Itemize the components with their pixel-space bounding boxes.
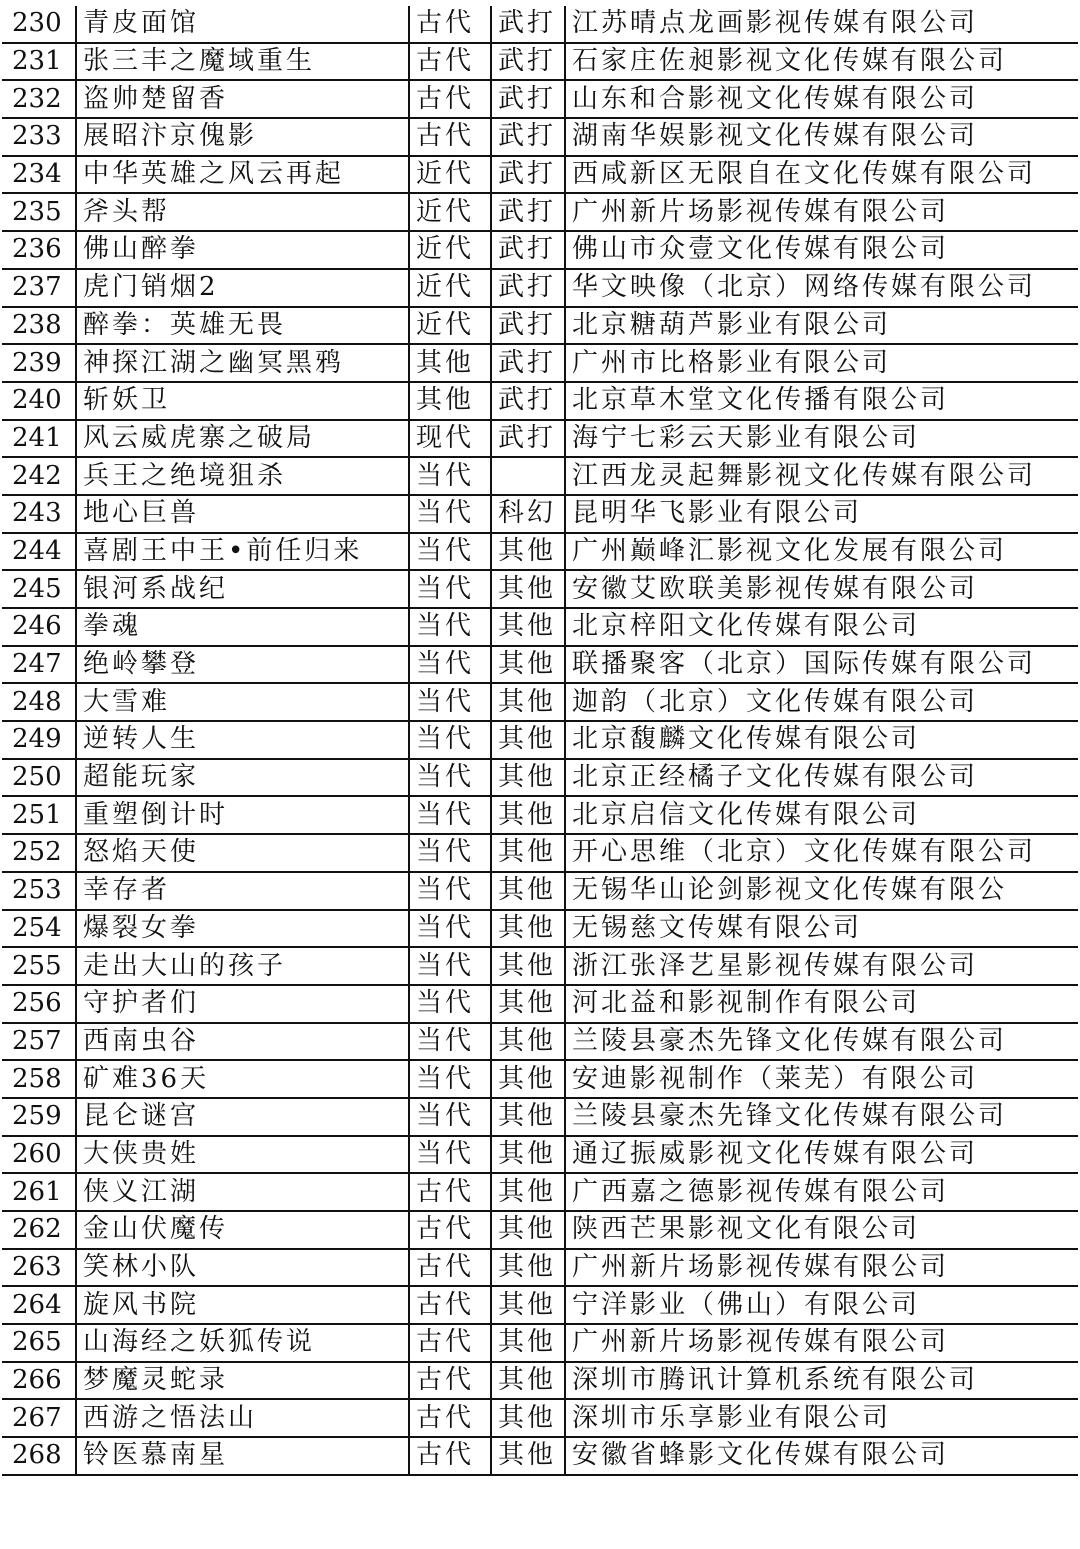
film-title: 神探江湖之幽冥黑鸦 <box>76 344 409 382</box>
film-title: 超能玩家 <box>76 759 409 797</box>
film-era: 当代 <box>409 608 491 646</box>
film-genre: 其他 <box>491 1437 565 1475</box>
film-title: 守护者们 <box>76 985 409 1023</box>
film-era: 当代 <box>409 910 491 948</box>
film-genre: 其他 <box>491 1324 565 1362</box>
film-list-table <box>2 6 1078 1476</box>
production-company: 北京馥麟文化传媒有限公司 <box>565 721 1078 759</box>
film-genre: 科幻 <box>491 495 565 533</box>
table-row <box>2 796 1078 834</box>
table-row <box>2 872 1078 910</box>
film-title: 拳魂 <box>76 608 409 646</box>
row-number: 235 <box>2 193 76 231</box>
table-row <box>2 344 1078 382</box>
film-title: 大侠贵姓 <box>76 1136 409 1174</box>
film-genre: 其他 <box>491 1098 565 1136</box>
film-genre: 其他 <box>491 1173 565 1211</box>
film-genre: 其他 <box>491 1211 565 1249</box>
film-genre: 其他 <box>491 533 565 571</box>
row-number: 247 <box>2 646 76 684</box>
film-genre: 武打 <box>491 307 565 345</box>
table-row <box>2 910 1078 948</box>
production-company: 西咸新区无限自在文化传媒有限公司 <box>565 156 1078 194</box>
film-genre: 武打 <box>491 6 565 43</box>
production-company: 湖南华娱影视文化传媒有限公司 <box>565 118 1078 156</box>
film-title: 西游之悟法山 <box>76 1399 409 1437</box>
production-company: 北京正经橘子文化传媒有限公司 <box>565 759 1078 797</box>
table-row <box>2 1399 1078 1437</box>
table-row <box>2 533 1078 571</box>
film-title: 金山伏魔传 <box>76 1211 409 1249</box>
production-company: 北京草木堂文化传播有限公司 <box>565 382 1078 420</box>
film-genre: 其他 <box>491 834 565 872</box>
film-era: 当代 <box>409 1098 491 1136</box>
row-number: 262 <box>2 1211 76 1249</box>
table-row <box>2 269 1078 307</box>
film-era: 当代 <box>409 1136 491 1174</box>
row-number: 236 <box>2 231 76 269</box>
film-era: 古代 <box>409 1211 491 1249</box>
production-company: 佛山市众壹文化传媒有限公司 <box>565 231 1078 269</box>
row-number: 243 <box>2 495 76 533</box>
film-genre: 其他 <box>491 947 565 985</box>
table-row <box>2 947 1078 985</box>
film-era: 当代 <box>409 495 491 533</box>
film-genre: 其他 <box>491 796 565 834</box>
film-era: 古代 <box>409 1286 491 1324</box>
film-title: 斩妖卫 <box>76 382 409 420</box>
row-number: 238 <box>2 307 76 345</box>
film-title: 兵王之绝境狙杀 <box>76 457 409 495</box>
row-number: 260 <box>2 1136 76 1174</box>
film-genre: 其他 <box>491 1249 565 1287</box>
table-row <box>2 570 1078 608</box>
film-genre: 武打 <box>491 118 565 156</box>
film-era: 当代 <box>409 947 491 985</box>
table-row <box>2 495 1078 533</box>
row-number: 268 <box>2 1437 76 1475</box>
film-genre: 其他 <box>491 1023 565 1061</box>
production-company: 江苏晴点龙画影视传媒有限公司 <box>565 6 1078 43</box>
table-body <box>2 6 1078 1475</box>
film-era: 当代 <box>409 872 491 910</box>
film-title: 旋风书院 <box>76 1286 409 1324</box>
table-row <box>2 457 1078 495</box>
film-genre: 武打 <box>491 382 565 420</box>
table-row <box>2 382 1078 420</box>
production-company: 广州新片场影视传媒有限公司 <box>565 193 1078 231</box>
row-number: 242 <box>2 457 76 495</box>
film-title: 铃医慕南星 <box>76 1437 409 1475</box>
film-title: 幸存者 <box>76 872 409 910</box>
table-row <box>2 193 1078 231</box>
row-number: 266 <box>2 1362 76 1400</box>
film-genre: 武打 <box>491 420 565 458</box>
film-genre: 其他 <box>491 759 565 797</box>
row-number: 234 <box>2 156 76 194</box>
production-company: 山东和合影视文化传媒有限公司 <box>565 80 1078 118</box>
production-company: 浙江张泽艺星影视传媒有限公司 <box>565 947 1078 985</box>
table-row <box>2 156 1078 194</box>
production-company: 开心思维（北京）文化传媒有限公司 <box>565 834 1078 872</box>
production-company: 北京启信文化传媒有限公司 <box>565 796 1078 834</box>
table-row <box>2 1249 1078 1287</box>
film-title: 山海经之妖狐传说 <box>76 1324 409 1362</box>
table-row <box>2 420 1078 458</box>
film-title: 张三丰之魔域重生 <box>76 43 409 81</box>
production-company: 广州新片场影视传媒有限公司 <box>565 1324 1078 1362</box>
film-title: 银河系战纪 <box>76 570 409 608</box>
table-row <box>2 307 1078 345</box>
production-company: 深圳市乐享影业有限公司 <box>565 1399 1078 1437</box>
production-company: 北京糖葫芦影业有限公司 <box>565 307 1078 345</box>
row-number: 241 <box>2 420 76 458</box>
row-number: 253 <box>2 872 76 910</box>
film-registration-table-page <box>0 6 1080 1476</box>
table-row <box>2 1173 1078 1211</box>
row-number: 248 <box>2 683 76 721</box>
film-era: 当代 <box>409 721 491 759</box>
film-era: 古代 <box>409 43 491 81</box>
film-era: 近代 <box>409 231 491 269</box>
film-title: 梦魔灵蛇录 <box>76 1362 409 1400</box>
table-row <box>2 834 1078 872</box>
table-row <box>2 759 1078 797</box>
production-company: 无锡华山论剑影视文化传媒有限公 <box>565 872 1078 910</box>
row-number: 254 <box>2 910 76 948</box>
production-company: 昆明华飞影业有限公司 <box>565 495 1078 533</box>
table-row <box>2 118 1078 156</box>
table-row <box>2 985 1078 1023</box>
film-era: 当代 <box>409 834 491 872</box>
production-company: 安迪影视制作（莱芜）有限公司 <box>565 1060 1078 1098</box>
table-row <box>2 1362 1078 1400</box>
table-row <box>2 1136 1078 1174</box>
film-title: 盗帅楚留香 <box>76 80 409 118</box>
row-number: 239 <box>2 344 76 382</box>
film-genre: 其他 <box>491 1136 565 1174</box>
table-row <box>2 1098 1078 1136</box>
table-row <box>2 80 1078 118</box>
film-title: 绝岭攀登 <box>76 646 409 684</box>
production-company: 广西嘉之德影视传媒有限公司 <box>565 1173 1078 1211</box>
row-number: 250 <box>2 759 76 797</box>
film-genre: 其他 <box>491 683 565 721</box>
film-era: 其他 <box>409 344 491 382</box>
film-title: 昆仑谜宫 <box>76 1098 409 1136</box>
film-era: 当代 <box>409 796 491 834</box>
row-number: 265 <box>2 1324 76 1362</box>
production-company: 广州巅峰汇影视文化发展有限公司 <box>565 533 1078 571</box>
production-company: 华文映像（北京）网络传媒有限公司 <box>565 269 1078 307</box>
film-genre: 武打 <box>491 231 565 269</box>
film-title: 地心巨兽 <box>76 495 409 533</box>
film-title: 矿难36天 <box>76 1060 409 1098</box>
production-company: 宁洋影业（佛山）有限公司 <box>565 1286 1078 1324</box>
production-company: 无锡慈文传媒有限公司 <box>565 910 1078 948</box>
film-genre: 武打 <box>491 193 565 231</box>
film-title: 逆转人生 <box>76 721 409 759</box>
film-era: 当代 <box>409 759 491 797</box>
film-title: 爆裂女拳 <box>76 910 409 948</box>
film-genre: 武打 <box>491 43 565 81</box>
film-title: 斧头帮 <box>76 193 409 231</box>
table-row <box>2 43 1078 81</box>
film-title: 侠义江湖 <box>76 1173 409 1211</box>
film-genre: 其他 <box>491 1286 565 1324</box>
film-title: 大雪难 <box>76 683 409 721</box>
production-company: 陕西芒果影视文化有限公司 <box>565 1211 1078 1249</box>
film-genre: 其他 <box>491 1060 565 1098</box>
film-title: 展昭汴京傀影 <box>76 118 409 156</box>
production-company: 广州新片场影视传媒有限公司 <box>565 1249 1078 1287</box>
row-number: 232 <box>2 80 76 118</box>
film-genre: 其他 <box>491 1399 565 1437</box>
production-company: 石家庄佐昶影视文化传媒有限公司 <box>565 43 1078 81</box>
film-era: 古代 <box>409 1324 491 1362</box>
production-company: 通辽振威影视文化传媒有限公司 <box>565 1136 1078 1174</box>
film-era: 古代 <box>409 6 491 43</box>
film-era: 现代 <box>409 420 491 458</box>
production-company: 河北益和影视制作有限公司 <box>565 985 1078 1023</box>
table-row <box>2 646 1078 684</box>
film-era: 近代 <box>409 193 491 231</box>
table-row <box>2 1060 1078 1098</box>
film-genre: 其他 <box>491 985 565 1023</box>
table-row <box>2 721 1078 759</box>
film-era: 当代 <box>409 683 491 721</box>
row-number: 263 <box>2 1249 76 1287</box>
film-title: 西南虫谷 <box>76 1023 409 1061</box>
film-genre: 其他 <box>491 646 565 684</box>
film-genre: 其他 <box>491 570 565 608</box>
table-row <box>2 1324 1078 1362</box>
row-number: 267 <box>2 1399 76 1437</box>
film-era: 古代 <box>409 80 491 118</box>
film-era: 当代 <box>409 985 491 1023</box>
production-company: 安徽艾欧联美影视传媒有限公司 <box>565 570 1078 608</box>
production-company: 联播聚客（北京）国际传媒有限公司 <box>565 646 1078 684</box>
film-era: 古代 <box>409 1362 491 1400</box>
row-number: 231 <box>2 43 76 81</box>
film-genre: 其他 <box>491 910 565 948</box>
table-row <box>2 1286 1078 1324</box>
film-era: 近代 <box>409 156 491 194</box>
film-title: 重塑倒计时 <box>76 796 409 834</box>
film-genre: 其他 <box>491 608 565 646</box>
row-number: 240 <box>2 382 76 420</box>
film-title: 醉拳：英雄无畏 <box>76 307 409 345</box>
production-company: 兰陵县豪杰先锋文化传媒有限公司 <box>565 1023 1078 1061</box>
row-number: 245 <box>2 570 76 608</box>
film-era: 近代 <box>409 269 491 307</box>
table-row <box>2 1023 1078 1061</box>
row-number: 256 <box>2 985 76 1023</box>
row-number: 252 <box>2 834 76 872</box>
film-title: 怒焰天使 <box>76 834 409 872</box>
film-era: 当代 <box>409 646 491 684</box>
row-number: 258 <box>2 1060 76 1098</box>
film-genre: 武打 <box>491 80 565 118</box>
table-row <box>2 1211 1078 1249</box>
table-row <box>2 608 1078 646</box>
production-company: 江西龙灵起舞影视文化传媒有限公司 <box>565 457 1078 495</box>
row-number: 261 <box>2 1173 76 1211</box>
film-era: 古代 <box>409 1249 491 1287</box>
film-era: 古代 <box>409 1173 491 1211</box>
production-company: 安徽省蜂影文化传媒有限公司 <box>565 1437 1078 1475</box>
row-number: 249 <box>2 721 76 759</box>
film-genre: 其他 <box>491 721 565 759</box>
row-number: 255 <box>2 947 76 985</box>
film-title: 走出大山的孩子 <box>76 947 409 985</box>
film-era: 古代 <box>409 1437 491 1475</box>
film-title: 虎门销烟2 <box>76 269 409 307</box>
film-title: 青皮面馆 <box>76 6 409 43</box>
row-number: 246 <box>2 608 76 646</box>
film-genre: 武打 <box>491 344 565 382</box>
film-era: 当代 <box>409 457 491 495</box>
film-genre <box>491 457 565 495</box>
film-title: 佛山醉拳 <box>76 231 409 269</box>
production-company: 海宁七彩云天影业有限公司 <box>565 420 1078 458</box>
film-title: 风云威虎寨之破局 <box>76 420 409 458</box>
film-era: 其他 <box>409 382 491 420</box>
film-title: 中华英雄之风云再起 <box>76 156 409 194</box>
production-company: 广州市比格影业有限公司 <box>565 344 1078 382</box>
table-row <box>2 1437 1078 1475</box>
production-company: 兰陵县豪杰先锋文化传媒有限公司 <box>565 1098 1078 1136</box>
row-number: 251 <box>2 796 76 834</box>
production-company: 北京梓阳文化传媒有限公司 <box>565 608 1078 646</box>
table-row <box>2 683 1078 721</box>
film-era: 当代 <box>409 1060 491 1098</box>
row-number: 233 <box>2 118 76 156</box>
table-row <box>2 231 1078 269</box>
row-number: 259 <box>2 1098 76 1136</box>
production-company: 迦韵（北京）文化传媒有限公司 <box>565 683 1078 721</box>
film-genre: 武打 <box>491 156 565 194</box>
film-title: 笑林小队 <box>76 1249 409 1287</box>
film-genre: 武打 <box>491 269 565 307</box>
film-genre: 其他 <box>491 1362 565 1400</box>
film-era: 当代 <box>409 1023 491 1061</box>
film-era: 近代 <box>409 307 491 345</box>
row-number: 264 <box>2 1286 76 1324</box>
film-era: 当代 <box>409 570 491 608</box>
film-era: 古代 <box>409 118 491 156</box>
row-number: 257 <box>2 1023 76 1061</box>
film-era: 古代 <box>409 1399 491 1437</box>
row-number: 244 <box>2 533 76 571</box>
row-number: 230 <box>2 6 76 43</box>
row-number: 237 <box>2 269 76 307</box>
film-genre: 其他 <box>491 872 565 910</box>
production-company: 深圳市腾讯计算机系统有限公司 <box>565 1362 1078 1400</box>
film-title: 喜剧王中王•前任归来 <box>76 533 409 571</box>
table-row <box>2 6 1078 43</box>
film-era: 当代 <box>409 533 491 571</box>
